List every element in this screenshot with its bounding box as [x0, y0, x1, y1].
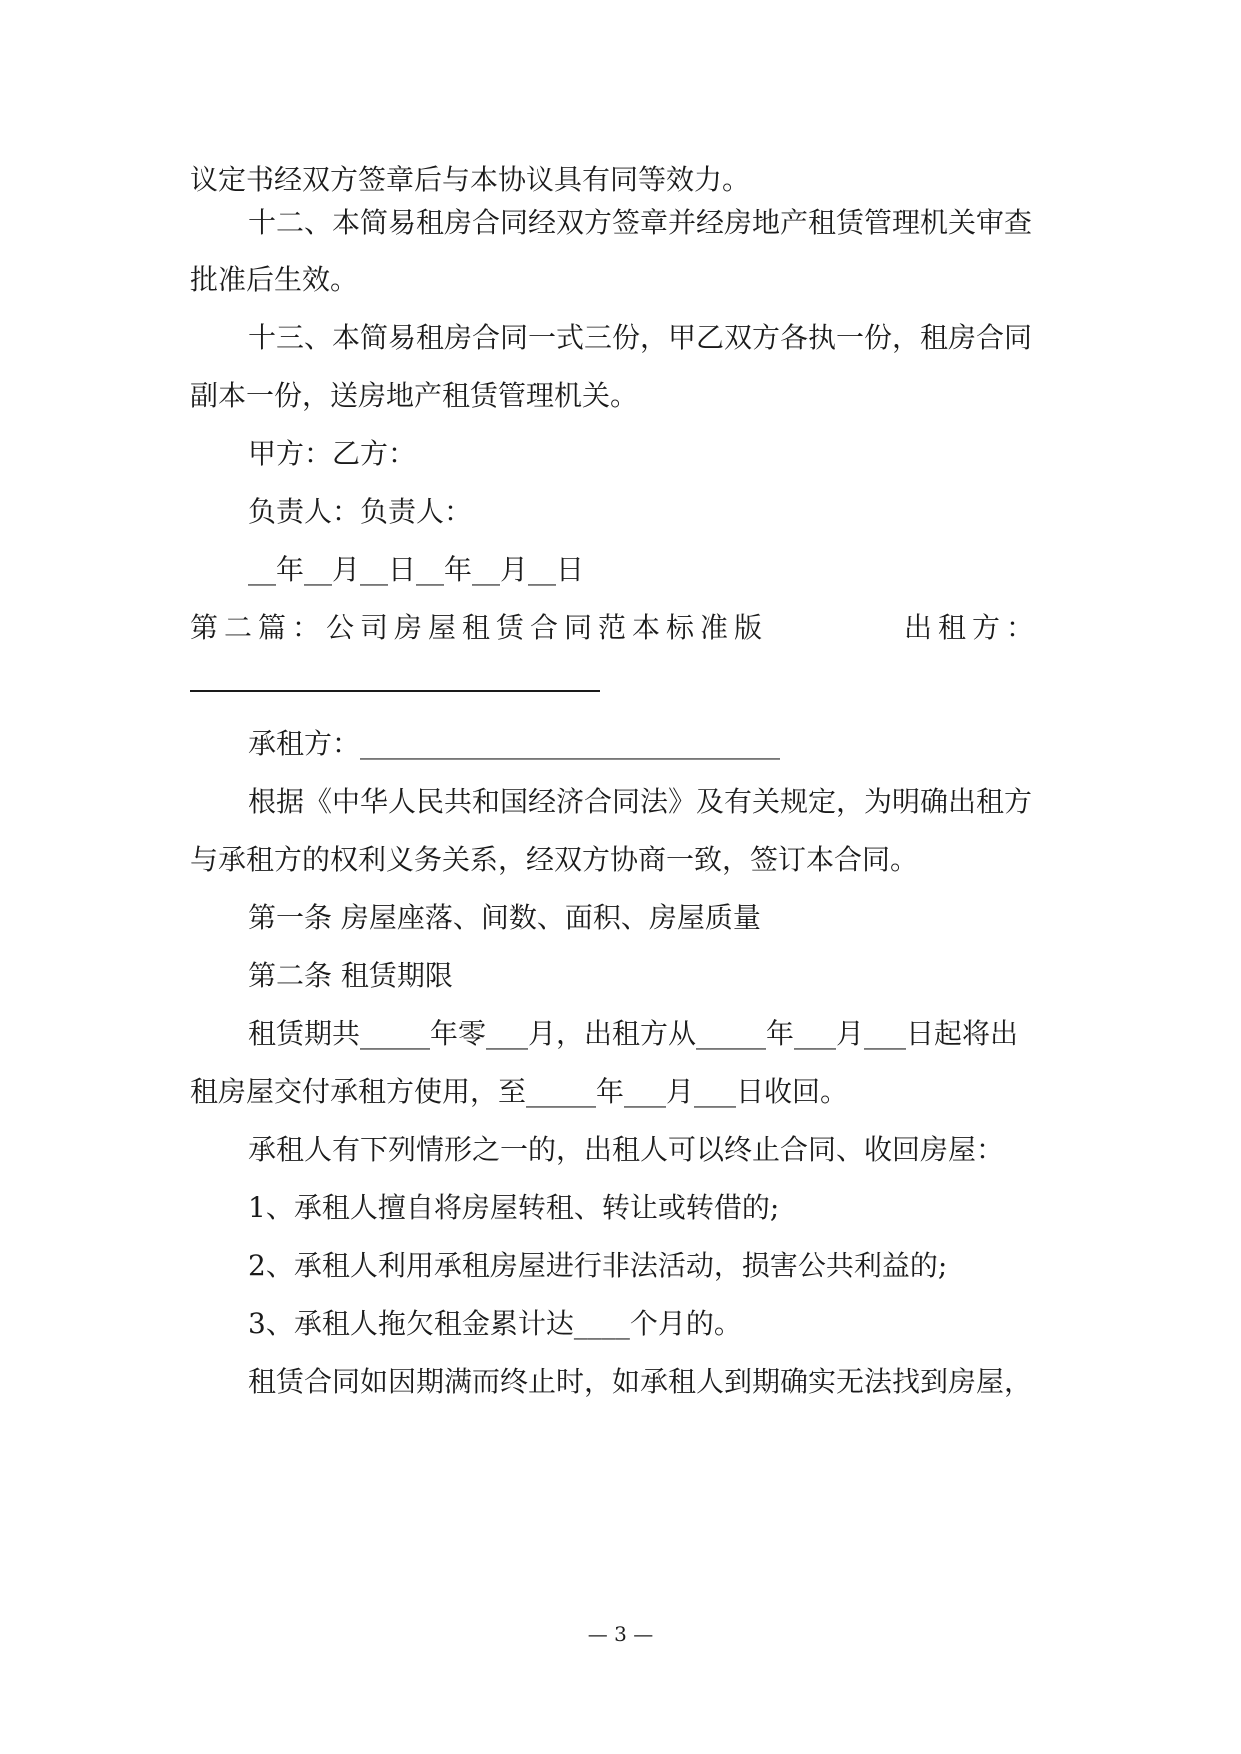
- page-number: — 3 —: [587, 1622, 654, 1646]
- lease-term-line-2: 租房屋交付承租方使用，至_____年___月___日收回。: [190, 1075, 849, 1108]
- lease-term-line-1: 租赁期共_____年零___月，出租方从_____年___月___日起将出: [248, 1017, 1019, 1050]
- section-two-title: 第二篇：公司房屋租赁合同范本标准版: [190, 611, 769, 644]
- article-1-heading: 第一条 房屋座落、间数、面积、房屋质量: [248, 901, 761, 934]
- preamble-line-2: 与承租方的权利义务关系，经双方协商一致，签订本合同。: [190, 843, 919, 876]
- preamble-line-1: 根据《中华人民共和国经济合同法》及有关规定，为明确出租方: [248, 785, 1033, 818]
- party-signature-line: 甲方：乙方：: [248, 437, 417, 470]
- clause-12-line-2: 批准后生效。: [190, 263, 359, 296]
- lessee-line: 承租方：______________________________: [248, 727, 781, 760]
- termination-item-1: 1、承租人擅自将房屋转租、转让或转借的;: [248, 1191, 780, 1224]
- termination-intro: 承租人有下列情形之一的，出租人可以终止合同、收回房屋：: [248, 1133, 1005, 1166]
- lessor-signature-rule: [190, 690, 600, 692]
- termination-item-2: 2、承租人利用承租房屋进行非法活动，损害公共利益的;: [248, 1249, 948, 1282]
- date-line: __年__月__日__年__月__日: [248, 553, 585, 586]
- expiry-clause-line: 租赁合同如因期满而终止时，如承租人到期确实无法找到房屋，: [248, 1365, 1033, 1398]
- paragraph-line-1: 议定书经双方签章后与本协议具有同等效力。: [190, 163, 751, 196]
- clause-12-line-1: 十二、本简易租房合同经双方签章并经房地产租赁管理机关审查: [248, 206, 1033, 239]
- lessor-label: 出租方：: [903, 611, 1040, 644]
- termination-item-3: 3、承租人拖欠租金累计达____个月的。: [248, 1307, 742, 1340]
- article-2-heading: 第二条 租赁期限: [248, 959, 453, 992]
- section-two-heading-row: [190, 610, 1040, 650]
- clause-13-line-2: 副本一份，送房地产租赁管理机关。: [190, 379, 639, 412]
- clause-13-line-1: 十三、本简易租房合同一式三份，甲乙双方各执一份，租房合同: [248, 321, 1033, 354]
- responsible-person-line: 负责人：负责人：: [248, 495, 473, 528]
